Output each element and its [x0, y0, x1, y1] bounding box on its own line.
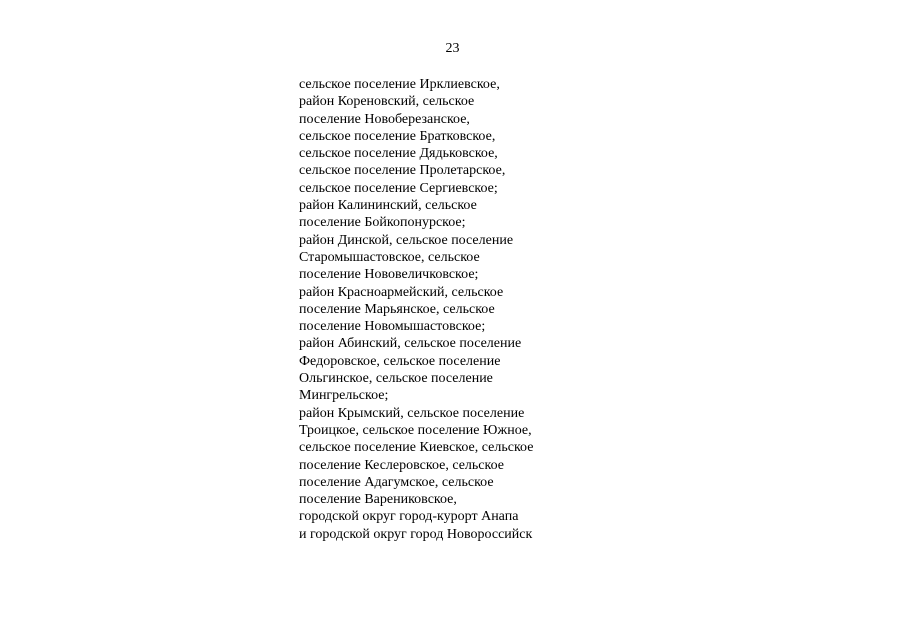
page-number: 23 [445, 41, 460, 56]
text-line: Ольгинское, сельское поселение [299, 371, 493, 387]
text-line: Старомышастовское, сельское [299, 249, 480, 265]
text-line: поселение Нововеличковское; [299, 267, 479, 283]
text-block [299, 76, 619, 543]
text-line: сельское поселение Сергиевское; [299, 180, 498, 196]
text-line: сельское поселение Братковское, [299, 128, 496, 144]
text-line: поселение Новомышастовское; [299, 319, 486, 335]
text-line: район Крымский, сельское поселение [299, 405, 525, 421]
text-line: район Кореновский, сельское [299, 94, 475, 110]
text-line: и городской округ город Новороссийск [299, 526, 533, 542]
text-line: поселение Адагумское, сельское [299, 474, 494, 490]
text-line: Мингрельское; [299, 388, 389, 404]
text-line: поселение Варениковское, [299, 492, 457, 508]
text-line: Троицкое, сельское поселение Южное, [299, 422, 532, 438]
text-line: район Динской, сельское поселение [299, 232, 514, 248]
text-line: район Калининский, сельское [299, 198, 477, 214]
text-line: поселение Новоберезанское, [299, 111, 470, 127]
text-line: сельское поселение Дядьковское, [299, 146, 498, 162]
text-line: сельское поселение Киевское, сельское [299, 440, 534, 456]
text-line: поселение Кеслеровское, сельское [299, 457, 504, 473]
text-line: городской округ город-курорт Анапа [299, 509, 519, 525]
text-line: район Красноармейский, сельское [299, 284, 504, 300]
text-line: район Абинский, сельское поселение [299, 336, 522, 352]
text-line: поселение Бойкопонурское; [299, 215, 466, 231]
text-line: поселение Марьянское, сельское [299, 301, 495, 317]
text-line: Федоровское, сельское поселение [299, 353, 501, 369]
text-line: сельское поселение Пролетарское, [299, 163, 506, 179]
text-line: сельское поселение Ирклиевское, [299, 77, 500, 92]
